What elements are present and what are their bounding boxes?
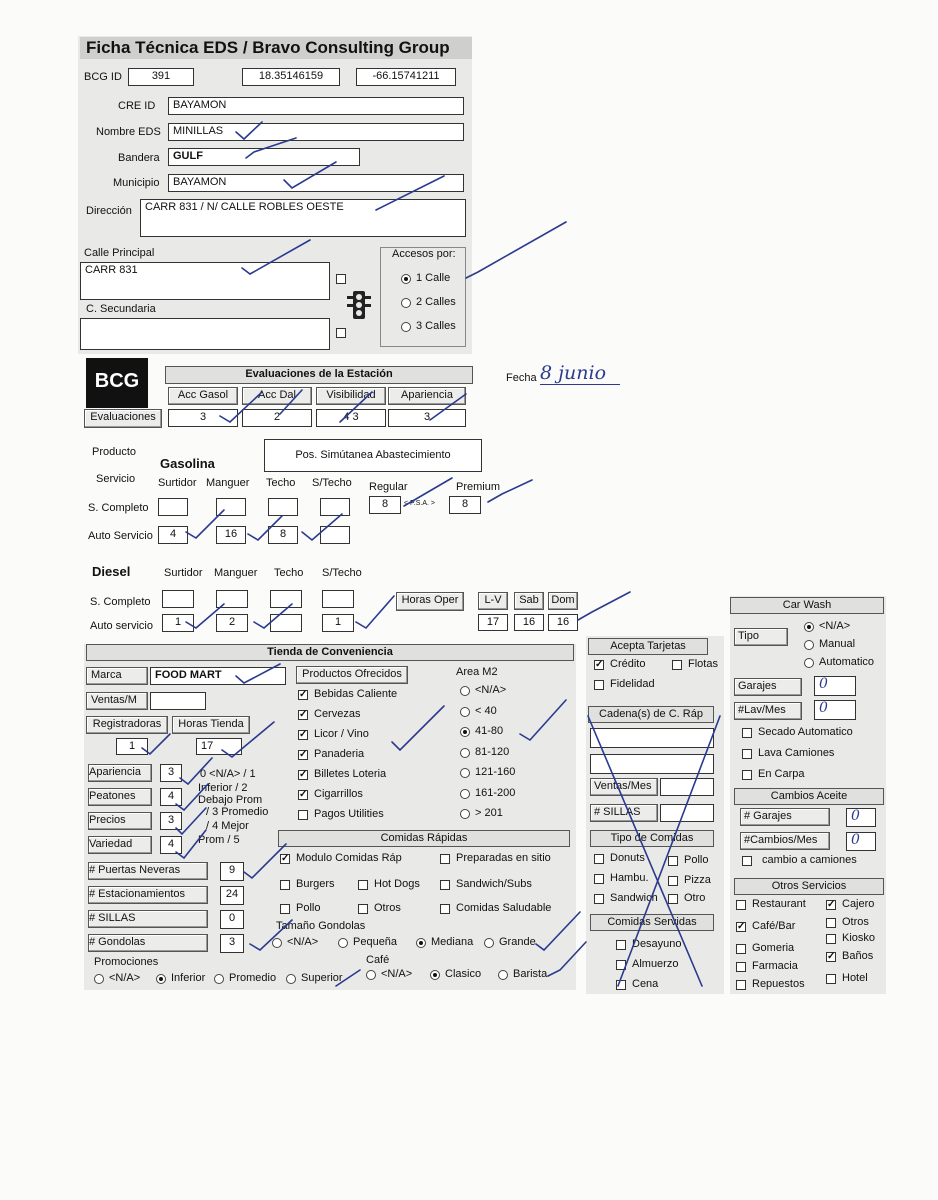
diesel-cell-1-2[interactable] [270, 614, 302, 632]
acceso-3-radio[interactable] [401, 322, 411, 332]
productos-title[interactable]: Productos Ofrecidos [296, 666, 408, 684]
gas-row-0: S. Completo [88, 502, 149, 514]
eval-col-1[interactable]: Acc Dal [242, 387, 312, 405]
tipo-comida-3-checkbox[interactable] [668, 876, 678, 886]
peatones-field[interactable]: 4 [160, 788, 182, 806]
tarjetas-title: Acepta Tarjetas [588, 638, 708, 655]
diesel-col-0: Surtidor [164, 567, 203, 579]
otro-servicio-7-checkbox[interactable]: ✓ [827, 951, 836, 962]
gas-cell-1-2[interactable]: 8 [268, 526, 298, 544]
area-4-label: 121-160 [475, 766, 516, 778]
producto-2-checkbox[interactable]: ✓ [299, 729, 308, 740]
carwash-lav-button[interactable]: #Lav/Mes [734, 702, 802, 720]
psa-separator: < P.S.A. > [404, 500, 436, 507]
cadena-title: Cadena(s) de C. Ráp [588, 706, 714, 723]
cadena-field-1[interactable] [590, 728, 714, 748]
accesos-label: Accesos por: [392, 248, 456, 260]
diesel-cell-1-0[interactable]: 1 [162, 614, 194, 632]
latitude-field[interactable]: 18.35146159 [242, 68, 340, 86]
carwash-tipo-1-label: Manual [819, 638, 856, 650]
area-label: Area M2 [456, 666, 498, 678]
cambios-title: Cambios Aceite [734, 788, 884, 805]
tamano-gondolas-label: Tamaño Gondolas [276, 920, 366, 932]
diesel-row-1: Auto servicio [90, 620, 153, 632]
area-1-label: < 40 [475, 704, 497, 717]
servida-1-checkbox[interactable] [616, 960, 626, 970]
apariencia-field[interactable]: 3 [160, 764, 182, 782]
cadena-ventas-field[interactable] [660, 778, 714, 796]
carwash-opt-0-label: Secado Automatico [758, 726, 853, 738]
carwash-tipo-2-radio[interactable] [804, 658, 814, 668]
calle-principal-field[interactable]: CARR 831 [80, 262, 330, 300]
producto-5-checkbox[interactable]: ✓ [299, 789, 308, 800]
apariencia-button[interactable]: Apariencia [88, 764, 152, 782]
tipo-comida-1-label: Pollo [684, 854, 709, 866]
sillas-field[interactable]: 0 [220, 910, 244, 929]
diesel-col-3: S/Techo [322, 567, 362, 579]
comida-rapida-6-label: Otros [374, 902, 401, 914]
ventas-field[interactable] [150, 692, 206, 710]
eval-col-3[interactable]: Apariencia [388, 387, 466, 405]
tipo-comidas-title: Tipo de Comidas [590, 830, 714, 847]
promociones-label: Promociones [94, 956, 159, 968]
comida-rapida-5-checkbox[interactable] [280, 904, 290, 914]
pos-simultanea-label: Pos. Simútanea Abastecimiento [264, 439, 482, 472]
diesel-title: Diesel [92, 564, 131, 579]
otro-servicio-8-label: Repuestos [752, 978, 805, 990]
diesel-col-1: Manguer [214, 567, 258, 579]
carwash-opt-2-checkbox[interactable] [742, 770, 752, 780]
registradoras-button[interactable]: Registradoras [86, 716, 168, 734]
promo-0-radio[interactable] [94, 974, 104, 984]
carwash-opt-0-checkbox[interactable] [742, 728, 752, 738]
area-0-radio[interactable] [460, 686, 470, 696]
tipo-comida-4-label: Sandwich [610, 892, 658, 904]
gas-col-0: Surtidor [158, 477, 197, 489]
area-1-radio[interactable] [460, 707, 470, 717]
otro-servicio-7-label: Baños [842, 950, 874, 962]
horas-value-1[interactable]: 16 [514, 614, 544, 631]
peatones-button[interactable]: Peatones [88, 788, 152, 806]
evaluaciones-button[interactable]: Evaluaciones [84, 409, 162, 428]
comida-rapida-0-label: Modulo Comidas Ráp [296, 852, 402, 864]
tamano-1-label: Pequeña [353, 936, 398, 948]
carwash-opt-2-label: En Carpa [758, 768, 805, 780]
scale-4: / 4 Mejor [206, 820, 249, 832]
servida-2-checkbox[interactable] [616, 980, 626, 990]
cafe-1-label: Clasico [445, 968, 482, 980]
horas-tienda-button[interactable]: Horas Tienda [172, 716, 250, 734]
eval-value-0[interactable]: 3 [168, 409, 238, 427]
calle-secundaria-label: C. Secundaria [86, 303, 156, 315]
area-5-label: 161-200 [475, 786, 516, 799]
cafe-label: Café [366, 954, 390, 966]
area-4-radio[interactable] [460, 768, 470, 778]
diesel-cell-0-2[interactable] [270, 590, 302, 608]
producto-2-label: Licor / Vino [314, 728, 369, 740]
scale-0: 0 <N/A> / 1 [200, 768, 256, 780]
gas-cell-1-3[interactable] [320, 526, 350, 544]
puertas-field[interactable]: 9 [220, 862, 244, 881]
promo-3-label: Superior [301, 972, 343, 984]
fecha-label: Fecha [506, 372, 537, 384]
otro-servicio-6-label: Farmacia [752, 960, 798, 972]
carwash-opt-1-checkbox[interactable] [742, 749, 752, 759]
promo-2-label: Promedio [229, 972, 277, 984]
producto-1-checkbox[interactable]: ✓ [299, 709, 308, 720]
producto-3-checkbox[interactable]: ✓ [299, 749, 308, 760]
otro-servicio-2-checkbox[interactable]: ✓ [737, 921, 746, 932]
cafe-1-radio[interactable] [430, 970, 440, 980]
tamano-3-radio[interactable] [484, 938, 494, 948]
otros-title: Otros Servicios [734, 878, 884, 895]
servida-0-checkbox[interactable] [616, 940, 626, 950]
gas-cell-0-1[interactable] [216, 498, 246, 516]
producto-0-checkbox[interactable]: ✓ [299, 689, 308, 700]
horas-tienda-field[interactable]: 17 [196, 738, 242, 755]
tipo-comida-0-label: Donuts [610, 852, 645, 864]
tarjeta-2-checkbox[interactable] [594, 680, 604, 690]
area-2-radio[interactable] [460, 727, 470, 737]
diesel-row-0: S. Completo [90, 596, 151, 608]
promo-1-radio[interactable] [156, 974, 166, 984]
otro-servicio-0-label: Restaurant [752, 898, 806, 910]
acceso-1-label: 1 Calle [416, 272, 451, 284]
gas-cell-1-1[interactable]: 16 [216, 526, 246, 544]
comida-rapida-3-checkbox[interactable] [358, 880, 368, 890]
scale-5: Prom / 5 [198, 834, 240, 846]
otro-servicio-3-label: Otros [842, 916, 869, 928]
marca-field[interactable]: FOOD MART [150, 667, 286, 685]
gas-col-3: S/Techo [312, 477, 352, 489]
ventas-button[interactable]: Ventas/M [86, 692, 148, 710]
otro-servicio-9-label: Hotel [842, 972, 868, 984]
horas-oper-button[interactable]: Horas Oper [396, 592, 464, 611]
servida-2-label: Cena [632, 978, 659, 990]
cambios-garajes-button[interactable]: # Garajes [740, 808, 830, 826]
diesel-cell-0-3[interactable] [322, 590, 354, 608]
cambio-camiones-checkbox[interactable] [742, 856, 752, 866]
promo-3-radio[interactable] [286, 974, 296, 984]
gas-cell-0-0[interactable] [158, 498, 188, 516]
producto-1-label: Cervezas [314, 708, 361, 720]
otro-servicio-2-label: Café/Bar [752, 920, 796, 932]
acceso-1-radio[interactable] [401, 274, 411, 284]
area-0-label: <N/A> [475, 684, 507, 696]
regular-field[interactable]: 8 [369, 496, 401, 514]
producto-5-label: Cigarrillos [314, 788, 363, 800]
gas-col-2: Techo [266, 477, 296, 489]
tarjeta-1-label: Flotas [688, 658, 718, 670]
comida-rapida-0-checkbox[interactable]: ✓ [281, 853, 290, 864]
otro-servicio-1-checkbox[interactable]: ✓ [827, 899, 836, 910]
fecha-value: 8 junio [540, 362, 620, 385]
cambios-garajes-field[interactable]: 0 [846, 808, 876, 827]
tipo-comida-0-checkbox[interactable] [594, 854, 604, 864]
estacionamientos-field[interactable]: 24 [220, 886, 244, 905]
gasolina-title: Gasolina [160, 456, 215, 471]
calle-secundaria-field[interactable] [80, 318, 330, 350]
otro-servicio-1-label: Cajero [842, 898, 875, 910]
acceso-2-label: 2 Calles [416, 296, 456, 308]
longitude-field[interactable]: -66.15741211 [356, 68, 456, 86]
calle-secundaria-checkbox[interactable] [336, 328, 346, 338]
area-6-label: > 201 [475, 807, 503, 819]
gas-cell-1-0[interactable]: 4 [158, 526, 188, 544]
area-3-label: 81-120 [475, 745, 510, 758]
comidas-rapidas-title: Comidas Rápidas [278, 830, 570, 847]
producto-6-label: Pagos Utilities [314, 808, 384, 820]
regular-label: Regular [369, 481, 408, 493]
carwash-tipo-0-radio[interactable] [804, 622, 814, 632]
tipo-comida-1-checkbox[interactable] [668, 856, 678, 866]
cadena-sillas-field[interactable] [660, 804, 714, 822]
producto-3-label: Panaderia [314, 748, 365, 760]
eval-value-1[interactable]: 2 [242, 409, 312, 427]
otro-servicio-4-checkbox[interactable] [736, 944, 746, 954]
carwash-tipo-2-label: Automatico [819, 656, 875, 668]
carwash-tipo-button[interactable]: Tipo [734, 628, 788, 646]
comida-rapida-1-label: Preparadas en sitio [456, 852, 551, 864]
cafe-2-radio[interactable] [498, 970, 508, 980]
variedad-button[interactable]: Variedad [88, 836, 152, 854]
producto-6-checkbox[interactable] [298, 810, 308, 820]
horas-col-1[interactable]: Sab [514, 592, 544, 610]
tamano-1-radio[interactable] [338, 938, 348, 948]
servida-0-label: Desayuno [632, 938, 682, 950]
bandera-label: Bandera [118, 152, 160, 164]
direccion-field[interactable]: CARR 831 / N/ CALLE ROBLES OESTE [140, 199, 466, 237]
marca-button[interactable]: Marca [86, 667, 148, 685]
precios-field[interactable]: 3 [160, 812, 182, 830]
eval-value-2[interactable]: 4 3 [316, 409, 386, 427]
comida-rapida-3-label: Hot Dogs [374, 878, 420, 890]
comida-rapida-4-label: Sandwich/Subs [456, 878, 532, 890]
gas-cell-0-3[interactable] [320, 498, 350, 516]
cambio-camiones-label: cambio a camiones [762, 854, 857, 866]
bcg-id-label: BCG ID [84, 71, 122, 83]
cambios-mes-field[interactable]: 0 [846, 832, 876, 851]
tarjeta-1-checkbox[interactable] [672, 660, 682, 670]
otro-servicio-9-checkbox[interactable] [826, 974, 836, 984]
otro-servicio-3-checkbox[interactable] [826, 918, 836, 928]
carwash-tipo-1-radio[interactable] [804, 640, 814, 650]
cadena-sillas-button[interactable]: # SILLAS [590, 804, 658, 822]
tamano-3-label: Grande [499, 936, 536, 948]
registradoras-field[interactable]: 1 [116, 738, 148, 755]
acceso-2-radio[interactable] [401, 298, 411, 308]
horas-col-0[interactable]: L-V [478, 592, 508, 610]
direccion-label: Dirección [86, 205, 132, 217]
otro-servicio-4-label: Gomeria [752, 942, 795, 954]
municipio-label: Municipio [113, 177, 160, 189]
tarjeta-0-checkbox[interactable]: ✓ [595, 659, 604, 670]
producto-label: Producto [92, 446, 137, 458]
tienda-title: Tienda de Conveniencia [86, 644, 574, 661]
area-2-label: 41-80 [475, 725, 504, 737]
eval-col-0[interactable]: Acc Gasol [168, 387, 238, 405]
producto-4-checkbox[interactable]: ✓ [299, 769, 308, 780]
promo-2-radio[interactable] [214, 974, 224, 984]
otro-servicio-5-checkbox[interactable] [826, 934, 836, 944]
servida-1-label: Almuerzo [632, 958, 679, 970]
area-5-radio[interactable] [460, 789, 470, 799]
nombre-eds-field[interactable]: MINILLAS [168, 123, 464, 141]
diesel-cell-1-1[interactable]: 2 [216, 614, 248, 632]
precios-button[interactable]: Precios [88, 812, 152, 830]
estacionamientos-button[interactable]: # Estacionamientos [88, 886, 208, 904]
tipo-comida-5-label: Otro [684, 892, 706, 904]
carwash-lav-field[interactable]: 0 [814, 700, 856, 720]
cafe-2-label: Barista [513, 968, 548, 980]
tipo-comida-3-label: Pizza [684, 874, 711, 886]
comida-rapida-5-label: Pollo [296, 902, 321, 914]
comida-rapida-4-checkbox[interactable] [440, 880, 450, 890]
scale-2: Debajo Prom [198, 794, 263, 806]
cadena-field-2[interactable] [590, 754, 714, 774]
diesel-col-2: Techo [274, 567, 304, 579]
nombre-eds-label: Nombre EDS [96, 126, 161, 138]
otro-servicio-8-checkbox[interactable] [736, 980, 746, 990]
premium-field[interactable]: 8 [449, 496, 481, 514]
horas-value-2[interactable]: 16 [548, 614, 578, 631]
tamano-0-radio[interactable] [272, 938, 282, 948]
cambios-mes-button[interactable]: #Cambios/Mes [740, 832, 830, 850]
comida-rapida-7-label: Comidas Saludable [456, 902, 552, 914]
servicio-label: Servicio [96, 473, 136, 485]
form-title: Ficha Técnica EDS / Bravo Consulting Group [80, 37, 472, 59]
cadena-ventas-button[interactable]: Ventas/Mes [590, 778, 658, 796]
cre-id-field[interactable]: BAYAMON [168, 97, 464, 115]
bcg-logo-text: BCG [94, 370, 140, 392]
carwash-garajes-field[interactable]: 0 [814, 676, 856, 696]
evaluaciones-title: Evaluaciones de la Estación [165, 366, 473, 384]
scale-3: / 3 Promedio [206, 806, 269, 818]
gas-cell-0-2[interactable] [268, 498, 298, 516]
acceso-3-label: 3 Calles [416, 320, 456, 332]
tamano-2-radio[interactable] [416, 938, 426, 948]
diesel-cell-1-3[interactable]: 1 [322, 614, 354, 632]
tipo-comida-5-checkbox[interactable] [668, 894, 678, 904]
horas-value-0[interactable]: 17 [478, 614, 508, 631]
puertas-button[interactable]: # Puertas Neveras [88, 862, 208, 880]
bandera-field[interactable]: GULF [168, 148, 360, 166]
comida-rapida-1-checkbox[interactable] [440, 854, 450, 864]
tamano-2-label: Mediana [431, 936, 474, 948]
gas-col-1: Manguer [206, 477, 250, 489]
tipo-comida-2-checkbox[interactable] [594, 874, 604, 884]
gas-row-1: Auto Servicio [88, 530, 153, 542]
premium-label: Premium [456, 481, 501, 493]
producto-4-label: Billetes Loteria [314, 768, 387, 780]
tarjeta-0-label: Crédito [610, 658, 646, 670]
sillas-button[interactable]: # SILLAS [88, 910, 208, 928]
horas-col-2[interactable]: Dom [548, 592, 578, 610]
carwash-tipo-0-label: <N/A> [819, 620, 851, 632]
comida-rapida-7-checkbox[interactable] [440, 904, 450, 914]
cre-id-label: CRE ID [118, 100, 156, 112]
tamano-0-label: <N/A> [287, 936, 319, 948]
comida-rapida-6-checkbox[interactable] [358, 904, 368, 914]
comida-rapida-2-label: Burgers [296, 878, 335, 890]
promo-1-label: Inferior [171, 972, 206, 984]
municipio-field[interactable]: BAYAMON [168, 174, 464, 192]
comidas-servidas-title: Comidas Servidas [590, 914, 714, 931]
producto-0-label: Bebidas Caliente [314, 688, 398, 700]
cafe-0-label: <N/A> [381, 968, 413, 980]
gondolas-field[interactable]: 3 [220, 934, 244, 953]
diesel-cell-0-1[interactable] [216, 590, 248, 608]
bcg-id-field[interactable]: 391 [128, 68, 194, 86]
tarjeta-2-label: Fidelidad [610, 678, 655, 690]
carwash-opt-1-label: Lava Camiones [758, 747, 835, 759]
variedad-field[interactable]: 4 [160, 836, 182, 854]
cafe-0-radio[interactable] [366, 970, 376, 980]
comida-rapida-2-checkbox[interactable] [280, 880, 290, 890]
traffic-light-icon [345, 290, 373, 320]
otro-servicio-6-checkbox[interactable] [736, 962, 746, 972]
otro-servicio-5-label: Kiosko [842, 932, 876, 944]
area-3-radio[interactable] [460, 748, 470, 758]
eval-value-3[interactable]: 3 [388, 409, 466, 427]
calle-principal-label: Calle Principal [84, 247, 155, 259]
otro-servicio-0-checkbox[interactable] [736, 900, 746, 910]
carwash-garajes-button[interactable]: Garajes [734, 678, 802, 696]
tipo-comida-2-label: Hambu. [610, 872, 649, 884]
promo-0-label: <N/A> [109, 972, 141, 984]
carwash-title: Car Wash [730, 597, 884, 614]
scale-1: Inferior / 2 [198, 782, 248, 794]
gondolas-button[interactable]: # Gondolas [88, 934, 208, 952]
area-6-radio[interactable] [460, 809, 470, 819]
diesel-cell-0-0[interactable] [162, 590, 194, 608]
eval-col-2[interactable]: Visibilidad [316, 387, 386, 405]
calle-principal-checkbox[interactable] [336, 274, 346, 284]
tipo-comida-4-checkbox[interactable] [594, 894, 604, 904]
